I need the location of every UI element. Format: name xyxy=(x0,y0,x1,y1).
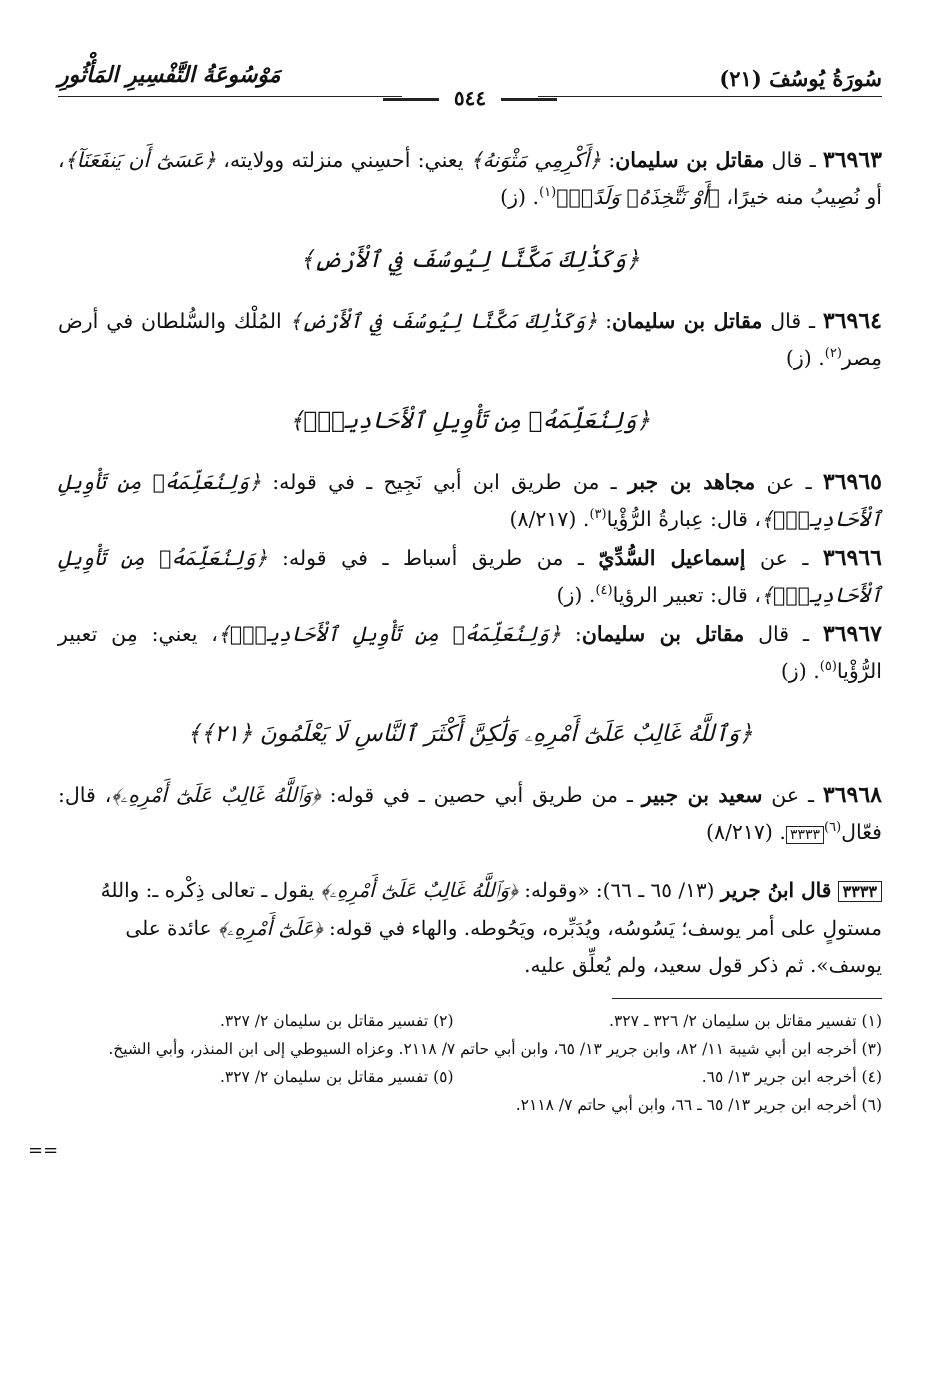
margin-mark: == xyxy=(28,1140,59,1161)
footnote-ref: (٢) xyxy=(824,346,842,362)
commentator-name: قال ابنُ جرير xyxy=(720,878,832,902)
entry-text: ، قال: فعّال xyxy=(58,783,882,844)
entry-text: يعني: أحسِني منزلته وولايته، xyxy=(216,148,471,172)
narrator-name: مقاتل بن سليمان xyxy=(615,148,765,172)
entry-text: ـ عن xyxy=(745,546,823,570)
entry-number: ٣٦٩٦٥ xyxy=(822,469,882,495)
entry xyxy=(58,777,882,854)
commentary-ref-box: ٣٣٣٣ xyxy=(786,826,824,844)
footnote-ref: (١) xyxy=(539,185,557,201)
page-number: ٥٤٤ xyxy=(453,86,487,110)
entry xyxy=(58,142,882,216)
quran-quote: ﴿عَلَىٰٓ أَمْرِهِۦ﴾ xyxy=(217,916,323,940)
entry-text: ، قال: تعبير الرؤيا xyxy=(612,583,761,607)
quran-quote: ﴿وَٱللَّهُ غَالِبٌ عَلَىٰٓ أَمْرِهِۦ﴾ xyxy=(111,783,321,807)
footnote: (٤) أخرجه ابن جرير ١٣/ ٦٥. xyxy=(701,1068,882,1086)
commentary-text: عائدة على يوسف». ثم ذكر قول سعيد، ولم يُعلِّق عليه. xyxy=(125,916,882,977)
entry xyxy=(58,616,882,690)
narrator-name: سعيد بن جبير xyxy=(641,783,763,807)
verse-heading: ﴿وَلِنُعَلِّمَهُۥ مِن تَأْوِيلِ ٱلْأَحَادِيثِۚ﴾ xyxy=(289,408,651,434)
commentary-text: يقول ـ تعالى ذِكْره ـ: واللهُ مستولٍ على أمر يوسف؛ يَسُوسُه، ويُدَبِّره، ويَحُوطه. والهاء في قوله: xyxy=(100,878,882,940)
quran-quote: ﴿وَلِنُعَلِّمَهُۥ مِن تَأْوِيلِ ٱلْأَحَادِيثِۚ﴾ xyxy=(217,622,562,646)
footnotes xyxy=(58,1007,882,1119)
commentary-number-box: ٣٣٣٣ xyxy=(838,881,882,902)
entry-number: ٣٦٩٦٣ xyxy=(822,147,882,173)
page-number-block xyxy=(58,86,882,110)
quran-quote: ﴿وَلِنُعَلِّمَهُۥ مِن تَأْوِيلِ ٱلْأَحَادِيثِۚ﴾ xyxy=(58,470,882,531)
narrator-name: مجاهد بن جبر xyxy=(627,470,756,494)
ornament xyxy=(383,98,439,101)
footnote-row xyxy=(58,1007,882,1035)
entry-number: ٣٦٩٦٧ xyxy=(822,621,882,647)
source-tag: . (ز) xyxy=(556,583,596,607)
entry-text: ـ من طريق ابن أبي نَجِيح ـ في قوله: xyxy=(261,470,628,494)
entry-text: : xyxy=(597,309,612,333)
entry xyxy=(58,464,882,538)
footnote-ref: (٣) xyxy=(589,507,607,523)
quran-quote: ﴿أَوْ نَتَّخِذَهُۥ وَلَدًاۚ﴾ xyxy=(556,185,720,209)
entry-text: : xyxy=(601,148,616,172)
entry-text: ، أو نُصِيبُ منه خيرًا، xyxy=(58,148,882,209)
footnote-ref: (٤) xyxy=(595,583,613,599)
entry-number: ٣٦٩٦٤ xyxy=(822,308,882,334)
quran-quote: ﴿وَلِنُعَلِّمَهُۥ مِن تَأْوِيلِ ٱلْأَحَادِيثِۚ﴾ xyxy=(58,546,882,607)
entry xyxy=(58,540,882,614)
entry-text: ـ قال xyxy=(744,622,823,646)
source-tag: . (٨/٢١٧) xyxy=(509,507,590,531)
surah-name: سُورَةُ يُوسُفَ xyxy=(769,66,882,91)
entry-text: ـ من طريق أسباط ـ في قوله: xyxy=(267,546,599,570)
footnote: (٢) تفسير مقاتل بن سليمان ٢/ ٣٢٧. xyxy=(219,1012,454,1030)
entry-text: ، يعني: مِن تعبير الرُّؤْيا xyxy=(58,622,882,683)
quran-quote: ﴿وَكَذَٰلِكَ مَكَّنَّا لِيُوسُفَ فِي ٱلْأَرْضِ﴾ xyxy=(289,309,598,333)
source-tag: . (ز) xyxy=(785,346,825,370)
entry-text: ـ قال xyxy=(762,309,823,333)
footnote: (١) تفسير مقاتل بن سليمان ٢/ ٣٢٦ ـ ٣٢٧. xyxy=(609,1012,882,1030)
commentary-note xyxy=(58,872,882,984)
entry-text: : xyxy=(561,622,582,646)
entry-text: ـ من طريق أبي حصين ـ في قوله: xyxy=(320,783,642,807)
narrator-name: إسماعيل السُّدِّيّ xyxy=(598,546,746,570)
entry-text: ـ عن xyxy=(762,783,823,807)
footnote: (٥) تفسير مقاتل بن سليمان ٢/ ٣٢٧. xyxy=(219,1068,454,1086)
quran-quote: ﴿وَٱللَّهُ غَالِبٌ عَلَىٰٓ أَمْرِهِۦ﴾ xyxy=(320,878,518,902)
quran-quote: ﴿عَسَىٰٓ أَن يَنفَعَنَآ﴾ xyxy=(64,148,216,172)
footnote: (٣) أخرجه ابن أبي شيبة ١١/ ٨٢، وابن جرير ١٣/ ٦٥، وابن أبي حاتم ٧/ ٢١١٨. وعزاه السيوطي إلى ابن المنذر، وأبي الشيخ. xyxy=(108,1040,882,1058)
source-tag: . (ز) xyxy=(500,185,540,209)
ornament xyxy=(501,98,557,101)
footnote-ref: (٦) xyxy=(824,820,842,836)
surah-number: (٢١) xyxy=(719,66,762,91)
page-header xyxy=(58,58,882,110)
entry-number: ٣٦٩٦٨ xyxy=(822,782,882,808)
entry-text: ، قال: عِبارةُ الرُّؤْيا xyxy=(606,507,761,531)
entry-text: ـ قال xyxy=(764,148,823,172)
entry-text: المُلْك والسُّلطان في أرض مِصر xyxy=(58,309,882,370)
source-tag: . (ز) xyxy=(780,659,820,683)
quran-quote: ﴿أَكْرِمِي مَثْوَنهُ﴾ xyxy=(470,148,602,172)
book-page xyxy=(28,58,882,1385)
footnote: (٦) أخرجه ابن جرير ١٣/ ٦٥ ـ ٦٦، وابن أبي حاتم ٧/ ٢١١٨. xyxy=(515,1096,882,1114)
verse-heading: ﴿وَكَذَٰلِكَ مَكَّنَّا لِيُوسُفَ فِي ٱلْأَرْضِ﴾ xyxy=(300,247,640,273)
main-text xyxy=(58,142,882,854)
verse-heading: ﴿وَٱللَّهُ غَالِبٌ عَلَىٰٓ أَمْرِهِۦ وَلَٰكِنَّ أَكْثَرَ ٱلنَّاسِ لَا يَعْلَمُونَ ﴿٢١﴾﴾ xyxy=(187,721,753,747)
commentary-text: (١٣/ ٦٥ ـ ٦٦): «وقوله: xyxy=(517,878,721,902)
footnote-row xyxy=(58,1063,882,1091)
narrator-name: مقاتل بن سليمان xyxy=(581,622,745,646)
footnote-ref: (٥) xyxy=(819,659,837,675)
footnote-rule xyxy=(612,998,882,999)
narrator-name: مقاتل بن سليمان xyxy=(612,309,763,333)
entry-text: ـ عن xyxy=(755,470,823,494)
book-title: مَوْسُوعَةُ التَّفْسِيرِ المَأْثُورِ xyxy=(58,62,281,88)
source-tag: . (٨/٢١٧) xyxy=(705,820,786,844)
entry-number: ٣٦٩٦٦ xyxy=(822,545,882,571)
entry xyxy=(58,303,882,377)
